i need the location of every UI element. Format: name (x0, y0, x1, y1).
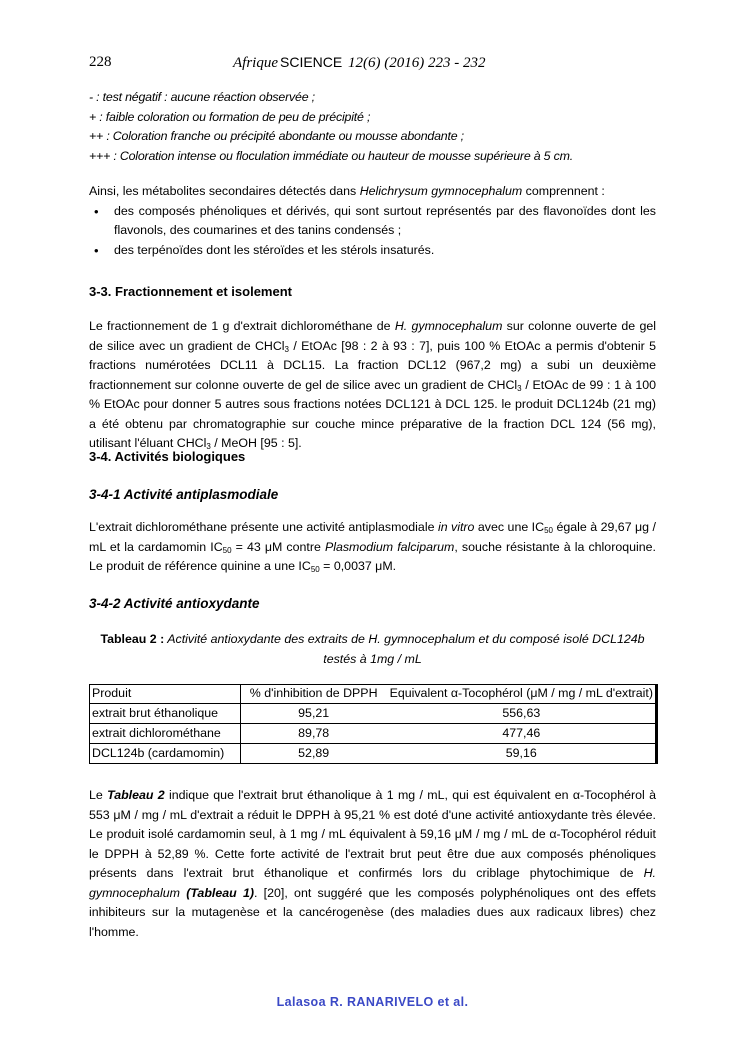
column-header: % d'inhibition de DPPH (240, 684, 386, 704)
intro-paragraph (89, 182, 656, 202)
species-name: Helichrysum gymnocephalum (359, 184, 523, 198)
subscript: 3 (284, 344, 289, 354)
table-row (89, 704, 656, 724)
text-run: , souche résistante à la chloroquine. Le produit de référence quinine a une IC (89, 539, 656, 573)
table-row (89, 724, 656, 744)
table-cell: 95,21 (240, 704, 386, 724)
text-run: sur colonne ouverte de gel de silice avec un gradient de CHCl (89, 319, 656, 353)
table-reference: Tableau 2 (107, 788, 165, 802)
page-number: 228 (89, 54, 112, 70)
legend-line: + : faible coloration ou formation de peu de précipité ; (89, 109, 371, 124)
table-cell: extrait dichlorométhane (89, 724, 240, 744)
antioxidant-table (89, 684, 656, 763)
legend-line: ++ : Coloration franche ou précipité abondante ou mousse abondante ; (89, 129, 464, 143)
column-header: Equivalent α-Tocophérol (μM / mg / mL d'extrait) (387, 684, 656, 704)
list-item: • des terpénoïdes dont les stéroïdes et les stérols insaturés. (89, 241, 656, 261)
table-cell: 477,46 (387, 724, 656, 744)
table-cell: 556,63 (387, 704, 656, 724)
intro-text: Ainsi, les métabolites secondaires détectés dans (89, 184, 360, 198)
species-name: H. gymnocephalum (394, 319, 503, 333)
journal-science: SCIENCE (280, 54, 343, 70)
latin-term: in vitro (437, 520, 475, 534)
list-item: • des composés phénoliques et dérivés, qui sont surtout représentés par des flavonoïdes dont les flavonols, des coumarines et des tanins condensés ; (89, 202, 656, 241)
text-run: égale à 29,67 μg / mL et la cardamomin IC (89, 520, 656, 554)
page-footer-authors: Lalasoa R. RANARIVELO et al. (276, 995, 469, 1009)
subscript: 50 (222, 545, 232, 555)
table-label: Tableau 2 : (100, 632, 165, 646)
species-name: H. gymnocephalum (89, 866, 656, 900)
table-title: Activité antioxydante des extraits de H. gymnocephalum et du composé isolé DCL124b testés à 1mg / mL (164, 632, 645, 666)
table-caption (89, 630, 656, 669)
text-run: / MeOH [95 : 5]. (210, 436, 302, 450)
subscript: 3 (517, 383, 522, 393)
metabolite-list (89, 202, 656, 261)
text-run: L'extrait dichlorométhane présente une activité antiplasmodiale (89, 520, 438, 534)
table-reference: (Tableau 1) (186, 885, 254, 900)
fractionation-section (89, 317, 656, 454)
text-run: indique que l'extrait brut éthanolique à 1 mg / mL, qui est équivalent en α-Tocophérol à 553 μM / mg / mL d'extrait a réduit le DPPH à 95,21 % est doté d'une activité antioxydante très élevée. Le produit isolé cardamomin seul, à 1 mg / mL équivalent à 59,16 μM / mg / mL de α-Tocophérol réduit le DPPH à 52,89 %. Cette forte activité de l'extrait brut peut être due aux composés phénoliques présents dans l'extrait brut éthanolique et confirmés lors du criblage phytochimique de (89, 788, 656, 880)
table-cell: DCL124b (cardamomin) (89, 744, 240, 764)
table-row (89, 744, 656, 764)
column-header: Produit (89, 684, 240, 704)
table-header-row (89, 684, 656, 704)
species-name: Plasmodium falciparum (324, 539, 455, 554)
subscript: 50 (310, 565, 320, 574)
journal-afrique: Afrique (233, 55, 278, 71)
test-legend (89, 88, 656, 166)
text-run: / EtOAc [98 : 2 à 93 : 7], puis 100 % EtOAc a permis d'obtenir 5 fractions numérotées DCL11 à DCL15. La fraction DCL12 (967,2 mg) a subi un deuxième fractionnement sur colonne ouverte de gel de silice avec un gradient de CHCl (89, 338, 656, 392)
legend-line: - : test négatif : aucune réaction observée ; (89, 90, 315, 104)
text-run: = 0,0037 μM. (319, 559, 397, 573)
section-heading: 3-4. Activités biologiques (89, 449, 246, 464)
table-cell: 59,16 (505, 746, 537, 760)
journal-volume: 12(6) (2016) 223 - 232 (347, 55, 486, 71)
conclusion-paragraph (89, 786, 656, 942)
table-cell: extrait brut éthanolique (89, 704, 240, 724)
antiplasmodial-paragraph (89, 518, 656, 577)
section-heading: 3-3. Fractionnement et isolement (89, 284, 292, 299)
text-run: Le (89, 788, 108, 802)
journal-reference (233, 53, 485, 74)
table-cell: 89,78 (240, 724, 386, 744)
table-cell: 52,89 (298, 746, 330, 760)
antiplasmodial-section (89, 518, 656, 577)
text-run: Le fractionnement de 1 g d'extrait dichlorométhane de (89, 319, 395, 333)
subscript: 50 (544, 526, 553, 535)
conclusion-section (89, 786, 656, 942)
intro-text: comprennent : (522, 184, 605, 198)
text-run: avec une IC (474, 520, 545, 534)
legend-line: +++ : Coloration intense ou floculation immédiate ou hauteur de mousse supérieure à 5 cm. (89, 148, 573, 163)
subsection-heading: 3-4-1 Activité antiplasmodiale (89, 487, 279, 502)
subscript: 3 (206, 442, 211, 451)
intro-section (89, 182, 656, 260)
text-run: . [20], ont suggéré que les composés polyphénoliques ont des effets inhibiteurs sur la mutagenèse et la cancérogenèse (des maladies dues aux radicaux libres) chez l'homme. (89, 885, 656, 939)
text-run: / EtOAc de 99 : 1 à 100 % EtOAc pour donner 5 autres sous fractions notées DCL121 à DCL 125. le produit DCL124b (21 mg) a été obtenu par chromatographie sur couche mince préparative de la fraction DCL 124 (56 mg), utilisant l'éluant CHCl (89, 377, 657, 450)
text-run: = 43 μM contre (231, 539, 325, 554)
subsection-heading: 3-4-2 Activité antioxydante (89, 596, 260, 611)
page-header (89, 53, 656, 75)
fractionation-paragraph (89, 317, 656, 454)
